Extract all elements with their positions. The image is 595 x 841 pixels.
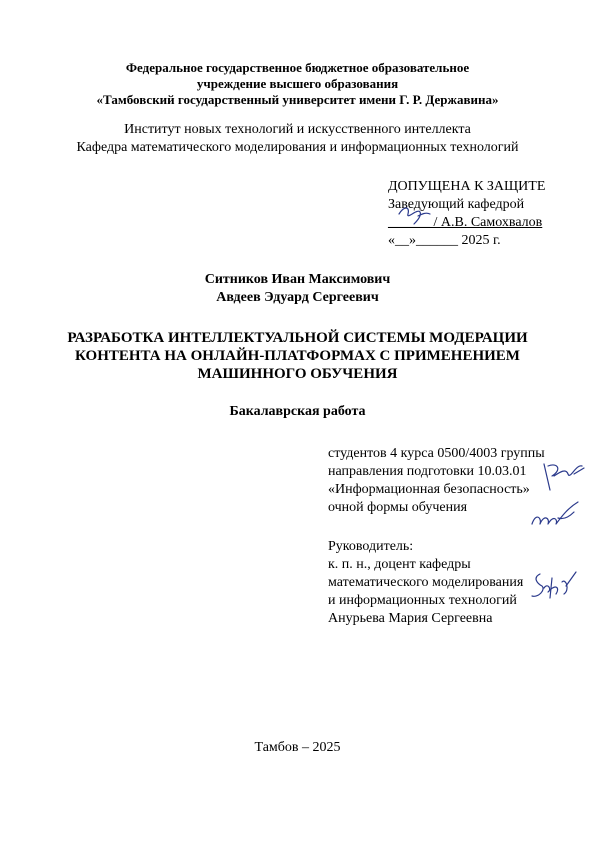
student-info [328, 445, 545, 517]
supervisor-block [328, 538, 523, 628]
author-name: Авдеев Эдуард Сергеевич [216, 290, 379, 305]
supervisor-line: математического моделирования [328, 575, 524, 590]
thesis-title-line: РАЗРАБОТКА ИНТЕЛЛЕКТУАЛЬНОЙ СИСТЕМЫ МОДЕРАЦИИ [67, 330, 528, 346]
org-line: учреждение высшего образования [196, 76, 399, 91]
approval-date: «__»______ 2025 г. [388, 233, 501, 248]
approval-position: Заведующий кафедрой [388, 197, 525, 212]
thesis-title-line: МАШИННОГО ОБУЧЕНИЯ [197, 366, 398, 382]
student-signature-icon [538, 460, 588, 494]
author-name: Ситников Иван Максимович [204, 272, 391, 287]
organization-header [0, 60, 595, 108]
supervisor-name: Анурьева Мария Сергеевна [328, 611, 493, 626]
org-line: Федеральное государственное бюджетное образовательное [125, 60, 470, 75]
thesis-title [0, 329, 595, 383]
supervisor-signature-icon [530, 568, 580, 608]
institute-block [0, 121, 595, 157]
head-signature-icon [396, 202, 436, 228]
student-info-line: направления подготовки 10.03.01 [328, 464, 527, 479]
signature-blank: ______ [388, 215, 430, 230]
org-line: «Тамбовский государственный университет имени Г. Р. Державина» [96, 92, 499, 107]
supervisor-line: и информационных технологий [328, 593, 517, 608]
student-info-line: «Информационная безопасность» [328, 482, 530, 497]
supervisor-label: Руководитель: [328, 539, 414, 554]
work-type: Бакалаврская работа [229, 404, 366, 419]
head-name: / А.В. Самохвалов [430, 215, 543, 230]
institute-name: Институт новых технологий и искусственного интеллекта [124, 122, 471, 137]
city-year: Тамбов – 2025 [254, 740, 341, 755]
student-signature-icon [528, 498, 582, 530]
thesis-title-line: КОНТЕНТА НА ОНЛАЙН-ПЛАТФОРМАХ С ПРИМЕНЕНИЕМ [75, 348, 520, 364]
authors-block [0, 271, 595, 307]
student-info-line: студентов 4 курса 0500/4003 группы [328, 446, 545, 461]
student-info-line: очной формы обучения [328, 500, 468, 515]
approval-title: ДОПУЩЕНА К ЗАЩИТЕ [388, 179, 546, 194]
department-name: Кафедра математического моделирования и информационных технологий [76, 140, 519, 155]
supervisor-line: к. п. н., доцент кафедры [328, 557, 471, 572]
